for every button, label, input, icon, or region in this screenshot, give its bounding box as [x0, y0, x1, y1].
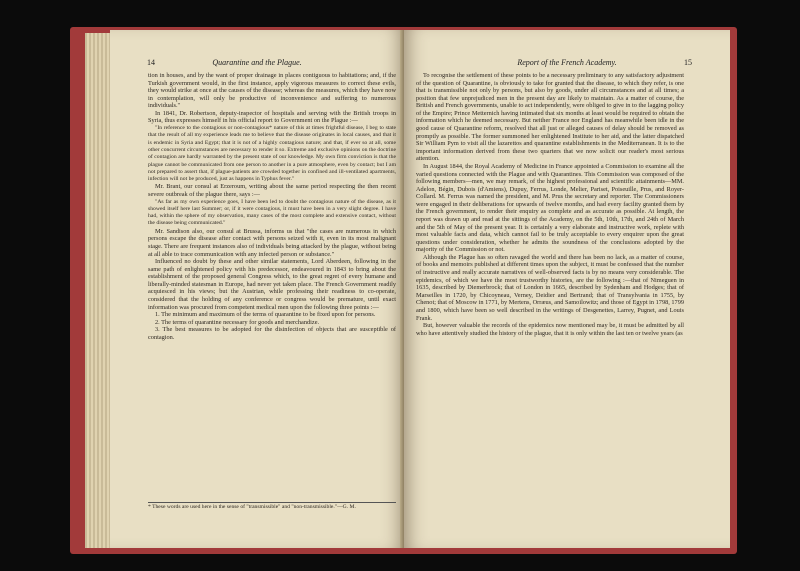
paragraph: tion in houses, and by the want of proper drainage in places contiguous to habitations; and, if the Turkish government would, in the first instance, apply vigorous measures to correct these evils, they would strike at once at the causes of the disease; whereas the measures, which they have now in contemplation, will only be productive of inconvenience and suffering to numerous individuals."	[148, 72, 396, 110]
right-page	[404, 30, 730, 548]
paragraph: Mr. Brant, our consul at Erzeroum, writing about the same period respecting the then recent severe outbreak of the plague there, says :—	[148, 183, 396, 198]
list-item: 1. The minimum and maximum of the terms of quarantine to be fixed upon for persons.	[155, 311, 376, 319]
paragraph: Influenced no doubt by these and other similar statements, Lord Aberdeen, following in the same path of enlightened policy with his predecessor, endeavoured in 1843 to bring about the establishment of the proposed general Congress which, to the great regret of every humane and liberally-minded statesman in Europe, had never yet taken place. The French Government readily acquiesced in his views; but the Austrian, while professing their readiness to co-operate, considered that the holding of any conference or congress would be premature, until exact information was procured from competent medical men upon the following three points :—	[148, 258, 396, 311]
page-number: 15	[684, 58, 692, 67]
page-number: 14	[147, 58, 155, 67]
footnote-rule	[148, 502, 396, 503]
paragraph: To recognise the settlement of these points to be a necessary preliminary to any satisfactory adjustment of the question of Quarantine, is obviously to take for granted that the disease, to which they refer, is one that is transmissible not only by persons, but also by goods, under all circumstances and at all times; a position that few unprejudiced men in the present day are likely to maintain. As a matter of course, the British and French governments, unable to act independently, were obliged to give in to the lagging policy of the Empire; Prince Metternich having intimated that six months at least would be required to obtain the information which he deemed necessary. But neither France nor England has meanwhile been idle in the good cause of Quarantine reform, resolved that all just or alleged causes of delay should be removed as promptly as possible. The former summoned her enlightened Institute to her aid, and the latter dispatched Sir William Pym to visit all the lazarettos and quarantine establishments in the Mediterranean. It is to the important information derived from these two quarters that we now solicit our reader's most serious attention.	[416, 72, 684, 163]
paragraph: But, however valuable the records of the epidemics now mentioned may be, it must be admitted by all who have attentively studied the history of the plague, that it is only within the last ten or twelve years (as	[416, 322, 684, 337]
paragraph: Although the Plague has so often ravaged the world and there has been no lack, as a matter of course, of books and memoirs published at different times upon the subject, it must be confessed that the number of instructive and really accurate narratives of well-observed facts is by no means very considerable. The epidemics, of which we have the most trustworthy histories, are the following :—that of Nimeguen in 1635, described by Diemerbrock; that of London in 1665, described by Sydenham and Hodges; that of Marseilles in 1720, by Chicoyneau, Verney, Deidier and Bertrand; that of Transylvania in 1755, by Chenot; that of Moscow in 1771, by Mertens, Orræus, and Samoilowitz; and those of Egypt in 1798, 1799 and 1800, which have been so well described in the writings of Desgenettes, Larrey, Pugnet, and Louis Frank.	[416, 253, 684, 322]
list-item: 3. The best measures to be adopted for the disinfection of objects that are susceptible of contagion.	[148, 326, 396, 341]
footnote: * These words are used here in the sense of "transmissible" and "non-transmissible."—G. M.	[148, 504, 356, 510]
running-title: Quarantine and the Plague.	[212, 58, 302, 67]
paragraph: Mr. Sandison also, our consul at Brussa, informs us that "the cases are numerous in which persons escape the disease after contact with persons seized with it, even in its most malignant stage. There are frequent instances also of individuals being attacked by the plague, without being at all able to trace communication with any infected person or substance."	[148, 227, 396, 258]
paragraph: In 1841, Dr. Robertson, deputy-inspector of hospitals and serving with the British troops in Syria, thus expresses himself in his official report to Government on the Plague :—	[148, 109, 396, 125]
paragraph: In August 1844, the Royal Academy of Medicine in France appointed a Commission to examine all the varied questions connected with the Plague and with Quarantines. This Commission was composed of the following members—men, we may remark, of the highest professional and scientific attainments—MM. Adelon, Bégin, Dubois (d'Amiens), Dupuy, Ferrus, Londe, Melier, Pariset, Poiseuille, Prus, and Royer-Collard. M. Ferrus was named the president, and M. Prus the secretary and reporter. The Commissioners were engaged in their deliberations for upwards of twelve months, and had every facility granted them by the French government, to render their enquiry as complete and as accurate as possible. At length, the report was drawn up and read at the sittings of the Academy, on the 5th, 10th, 17th, and 24th of March and the 5th of May of the present year. It is certainly a very elaborate and instructive work, replete with most valuable facts and data, which cannot fail to be truly acceptable to every enquirer upon the great questions under consideration, whether he admits the soundness of the conclusions adopted by the majority of the Commission or not.	[416, 162, 684, 254]
body-text	[148, 72, 396, 341]
quotation: "As far as my own experience goes, I have been led to doubt the contagious nature of the disease, as it showed itself here last Summer; or, if it were contagious, it must have been in a very slight degree. I have had, within the sphere of my observation, many cases of the most complete and extensive contact, without the disease being communicated."	[148, 198, 396, 227]
list-item: 2. The terms of quarantine necessary for goods and merchandize.	[155, 318, 320, 326]
quotation: "In reference to the contagious or non-contagious* nature of this at times frightful disease, I beg to state that the result of all my experience leads me to believe that the disease originates in local causes, and that it is endemic in Syria and Egypt; that it is not of a highly contagious nature; and that, if ever so at all, some other concurrent circumstances are necessary to render it so. Extreme and exclusive opinions on the doctrine of contagion are hardly warranted by the present state of our knowledge. My own firm conviction is that the plague cannot be communicated from one person to another in a pure atmosphere, even by contact; but I am not prepared to assert that, if plague-patients are crowded together in confined and ill-ventilated apartments, infection will not be produced, just as happens in Typhus fever."	[148, 125, 396, 183]
left-page	[110, 30, 404, 548]
running-title: Report of the French Academy.	[517, 58, 617, 67]
body-text	[416, 72, 684, 337]
